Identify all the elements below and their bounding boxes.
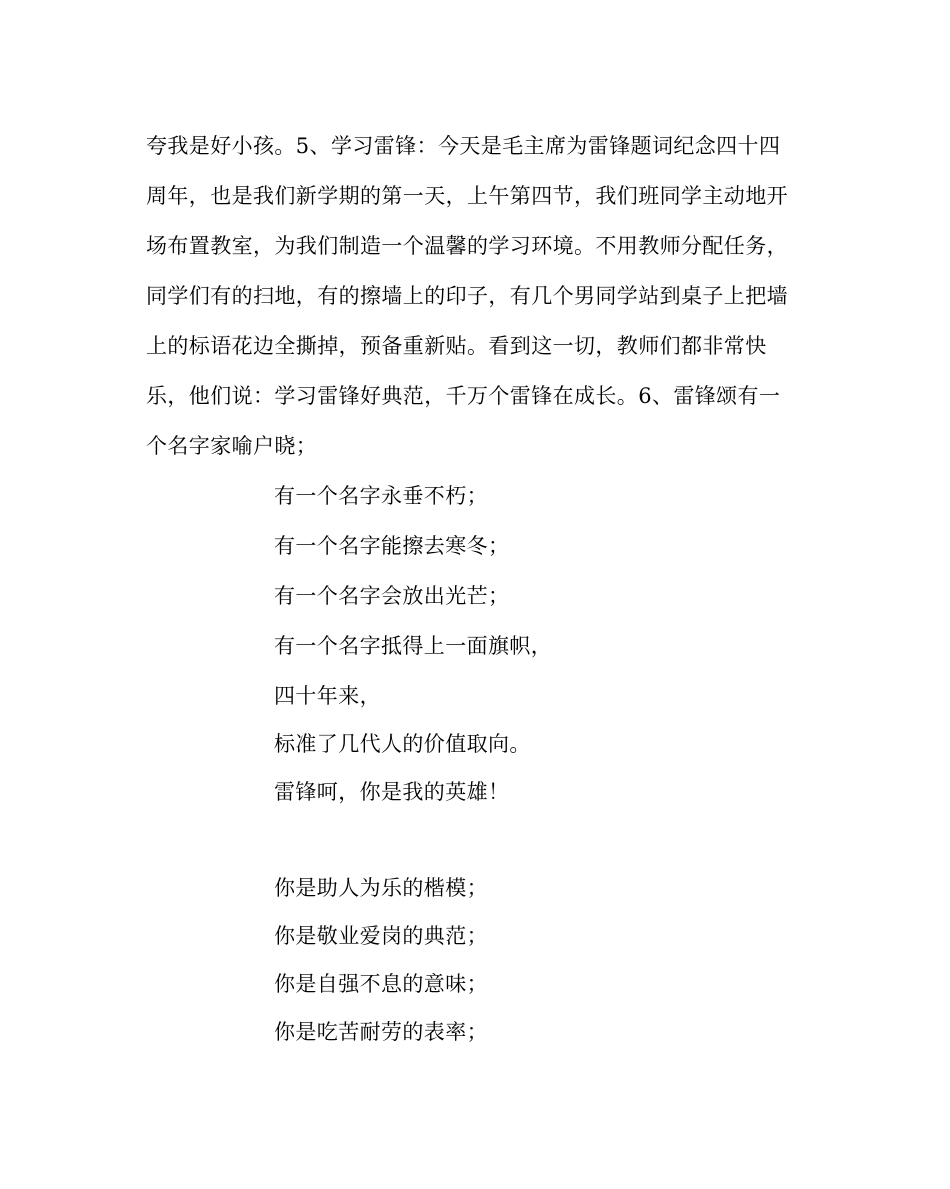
poem-line: 你是敬业爱岗的典范； bbox=[274, 924, 488, 948]
poem-line: 你是吃苦耐劳的表率； bbox=[274, 1020, 488, 1044]
paragraph-line: 夸我是好小孩。5、学习雷锋：今天是毛主席为雷锋题词纪念四十四 bbox=[146, 134, 781, 158]
poem-line: 四十年来， bbox=[274, 684, 381, 708]
paragraph-line: 个名字家喻户晓； bbox=[146, 434, 318, 458]
paragraph-line: 乐，他们说：学习雷锋好典范，千万个雷锋在成长。6、雷锋颂有一 bbox=[146, 384, 781, 408]
paragraph-line: 上的标语花边全撕掉，预备重新贴。看到这一切，教师们都非常快 bbox=[146, 334, 767, 358]
poem-line: 有一个名字能擦去寒冬； bbox=[274, 534, 510, 558]
paragraph-line: 周年，也是我们新学期的第一天，上午第四节，我们班同学主动地开 bbox=[146, 184, 788, 208]
poem-line: 你是助人为乐的楷模； bbox=[274, 876, 488, 900]
paragraph-line: 同学们有的扫地，有的擦墙上的印子，有几个男同学站到桌子上把墙 bbox=[146, 284, 788, 308]
poem-line: 有一个名字会放出光芒； bbox=[274, 584, 510, 608]
poem-line: 雷锋呵，你是我的英雄！ bbox=[274, 780, 510, 804]
paragraph-line: 场布置教室，为我们制造一个温馨的学习环境。不用教师分配任务， bbox=[146, 234, 788, 258]
poem-line: 标准了几代人的价值取向。 bbox=[274, 732, 531, 756]
poem-line: 你是自强不息的意味； bbox=[274, 972, 488, 996]
poem-line: 有一个名字抵得上一面旗帜， bbox=[274, 634, 553, 658]
poem-line: 有一个名字永垂不朽； bbox=[274, 484, 488, 508]
